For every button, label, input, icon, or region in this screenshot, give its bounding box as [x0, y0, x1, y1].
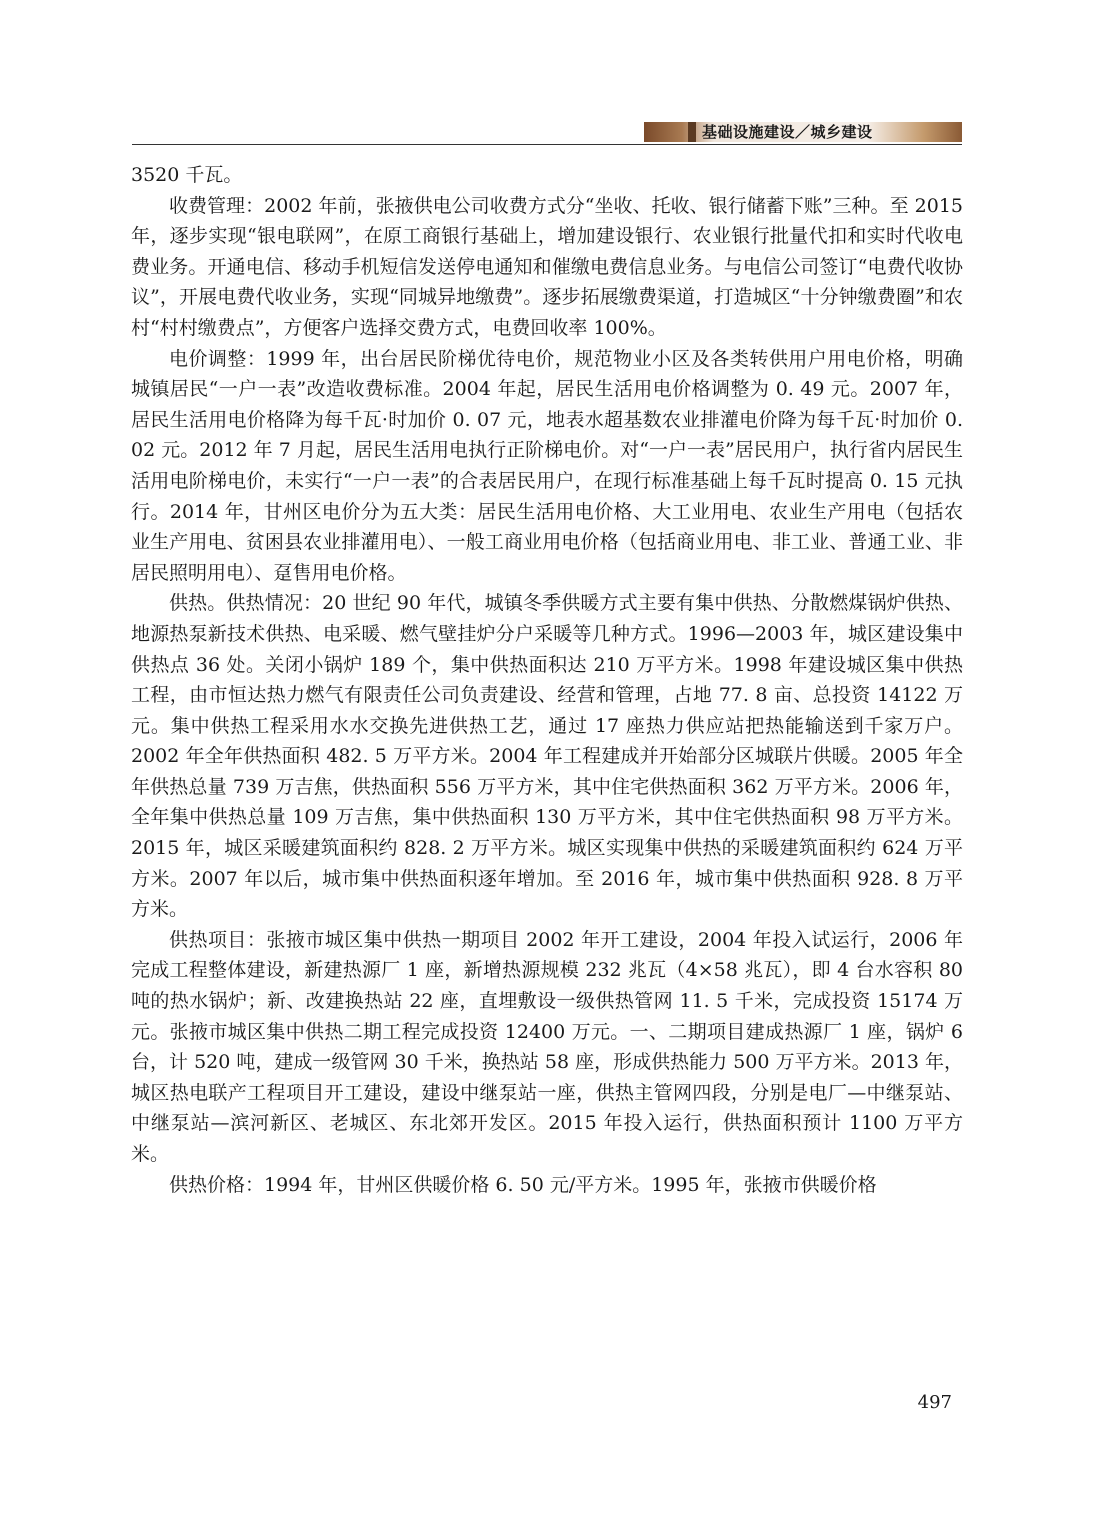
paragraph: 供热项目：张掖市城区集中供热一期项目 2002 年开工建设，2004 年投入试运行，2006 年完成工程整体建设，新建热源厂 1 座，新增热源规模 232 兆瓦（4×58 兆瓦），即 4 台水容积 80 吨的热水锅炉；新、改建换热站 22 座，直埋敷设一级供热管网 11. 5 千米，完成投资 15174 万元。张掖市城区集中供热二期工程完成投资 12400 万元。一、二期项目建成热源厂 1 座，锅炉 6 台，计 520 吨，建成一级管网 30 千米，换热站 58 座，形成供热能力 500 万平方米。2013 年，城区热电联产工程项目开工建设，建设中继泵站一座，供热主管网四段，分别是电厂—中继泵站、中继泵站—滨河新区、老城区、东北郊开发区。2015 年投入运行，供热面积预计 1100 万平方米。 [131, 928, 963, 1165]
header-decorative-bar [644, 122, 962, 142]
paragraph: 收费管理：2002 年前，张掖供电公司收费方式分“坐收、托收、银行储蓄下账”三种。至 2015 年，逐步实现“银电联网”，在原工商银行基础上，增加建设银行、农业银行批量代扣和实时代收电费业务。开通电信、移动手机短信发送停电通知和催缴电费信息业务。与电信公司签订“电费代收协议”，开展电费代收业务，实现“同城异地缴费”。逐步拓展缴费渠道，打造城区“十分钟缴费圈”和农村“村村缴费点”，方便客户选择交费方式，电费回收率 100%。 [131, 194, 963, 339]
section-title: 基础设施建设／城乡建设 [702, 123, 873, 141]
body-text [131, 160, 963, 1200]
paragraph: 供热。供热情况：20 世纪 90 年代，城镇冬季供暖方式主要有集中供热、分散燃煤锅炉供热、地源热泵新技术供热、电采暖、燃气壁挂炉分户采暖等几种方式。1996—2003 年，城区建设集中供热点 36 处。关闭小锅炉 189 个，集中供热面积达 210 万平方米。1998 年建设城区集中供热工程，由市恒达热力燃气有限责任公司负责建设、经营和管理，占地 77. 8 亩、总投资 14122 万元。集中供热工程采用水水交换先进供热工艺，通过 17 座热力供应站把热能输送到千家万户。2002 年全年供热面积 482. 5 万平方米。2004 年工程建成并开始部分区城联片供暖。2005 年全年供热总量 739 万吉焦，供热面积 556 万平方米，其中住宅供热面积 362 万平方米。2006 年，全年集中供热总量 109 万吉焦，集中供热面积 130 万平方米，其中住宅供热面积 98 万平方米。2015 年，城区采暖建筑面积约 828. 2 万平方米。城区实现集中供热的采暖建筑面积约 624 万平方米。2007 年以后，城市集中供热面积逐年增加。至 2016 年，城市集中供热面积 928. 8 万平方米。 [131, 592, 963, 921]
page-number: 497 [917, 1392, 952, 1413]
running-header [132, 120, 962, 145]
paragraph: 3520 千瓦。 [131, 164, 243, 186]
paragraph: 供热价格：1994 年，甘州区供暖价格 6. 50 元/平方米。1995 年，张掖市供暖价格 [169, 1173, 877, 1196]
header-marker [688, 122, 696, 142]
paragraph: 电价调整：1999 年，出台居民阶梯优待电价，规范物业小区及各类转供用户用电价格，明确城镇居民“一户一表”改造收费标准。2004 年起，居民生活用电价格调整为 0. 49 元。2007 年，居民生活用电价格降为每千瓦·时加价 0. 07 元，地表水超基数农业排灌电价降为每千瓦·时加价 0. 02 元。2012 年 7 月起，居民生活用电执行正阶梯电价。对“一户一表”居民用户，执行省内居民生活用电阶梯电价，未实行“一户一表”的合表居民用户，在现行标准基础上每千瓦时提高 0. 15 元执行。2014 年，甘州区电价分为五大类：居民生活用电价格、大工业用电、农业生产用电（包括农业生产用电、贫困县农业排灌用电）、一般工商业用电价格（包括商业用电、非工业、普通工业、非居民照明用电）、趸售用电价格。 [131, 347, 963, 584]
